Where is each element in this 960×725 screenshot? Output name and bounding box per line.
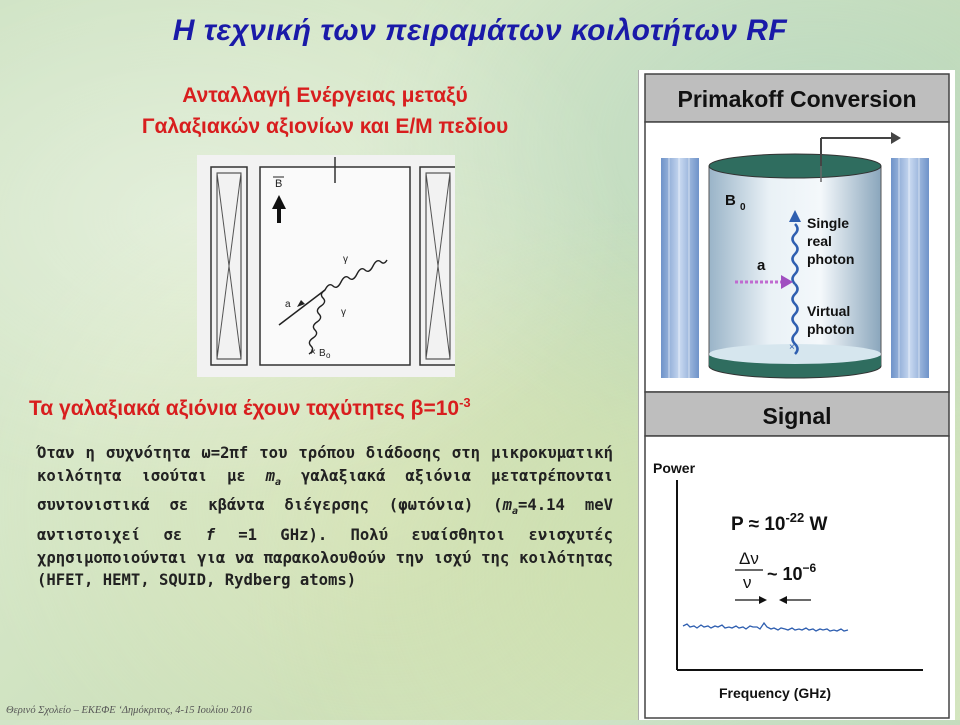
power-axis-label: Power (653, 460, 696, 476)
axion-label: a (285, 299, 291, 310)
right-magnet (891, 158, 929, 378)
frequency-axis-label: Frequency (GHz) (719, 685, 832, 701)
photon-label-virtual: photon (807, 321, 855, 337)
photon-label-1: γ (343, 254, 348, 265)
axion-label-right: a (757, 257, 766, 274)
body-part-2: γαλαξιακά αξιόνια μετατρέπονται συντονιστικά σε κβάντα διέγερσης (φωτόνια) ( (37, 466, 613, 515)
real-label: real (807, 233, 832, 249)
ratio-denominator: ν (743, 573, 752, 592)
mass-symbol-2: m (502, 496, 512, 515)
primakoff-svg (639, 70, 955, 720)
b0-label-right: B (725, 192, 736, 209)
cavity-schematic-svg (197, 155, 455, 377)
footer-credit: Θερινό Σχολείο – ΕΚΕΦΕ ‘Δημόκριτος, 4-15 Ιουλίου 2016 (6, 705, 252, 716)
subtitle-line-1: Ανταλλαγή Ενέργειας μεταξύ (182, 84, 468, 107)
single-label: Single (807, 215, 850, 231)
svg-text:×: × (789, 342, 795, 353)
photon-label-2: γ (341, 307, 346, 318)
subtitle (80, 80, 570, 142)
body-part-4: =1 GHz). Πολύ ευαίσθητοι ενισχυτές χρησιμοποιούνται για να παρακολουθούν την ισχύ της κοιλότητας (HFET, HEMT, SQUID, Rydberg atoms) (37, 526, 613, 590)
virtual-label: Virtual (807, 303, 851, 319)
mass-subscript: a (275, 476, 282, 488)
photon-label-real: photon (807, 251, 855, 267)
primakoff-figure (638, 70, 955, 720)
mass-subscript-2: a (511, 506, 518, 518)
mass-symbol: m (265, 466, 276, 485)
ratio-value: ~ $10^{-6}$ (767, 561, 817, 584)
frequency-symbol: f (205, 526, 215, 544)
svg-text:×: × (310, 347, 316, 358)
b0-label: B (319, 348, 326, 359)
b0-sub: o (326, 351, 331, 360)
b0-sub-right: 0 (740, 202, 746, 213)
cavity-schematic (197, 155, 455, 377)
body-part-3: =4.14 meV αντιστοιχεί σε (37, 496, 613, 544)
ratio-numerator: Δν (739, 549, 759, 568)
cavity-box (260, 167, 410, 365)
slide-title: Η τεχνική των πειραμάτων κοιλοτήτων RF (172, 14, 788, 47)
body-part-1: Όταν η συχνότητα ω=2πf του τρόπου διάδοσης στη μικροκυματική κοιλότητα ισούται με (37, 444, 613, 485)
speed-statement (29, 395, 471, 421)
subtitle-line-2: Γαλαξιακών αξιονίων και Ε/Μ πεδίου (141, 115, 509, 138)
left-magnet (661, 158, 699, 378)
power-equation: $P \approx 10^{-22}$ W (731, 510, 828, 535)
primakoff-header: Primakoff Conversion (677, 86, 917, 112)
signal-header: Signal (762, 403, 832, 429)
body-paragraph (37, 442, 613, 592)
speed-exponent: -3 (459, 395, 471, 410)
speed-text: Τα γαλαξιακά αξιόνια έχουν ταχύτητες β=10 (29, 397, 460, 420)
field-label: B (275, 178, 283, 190)
